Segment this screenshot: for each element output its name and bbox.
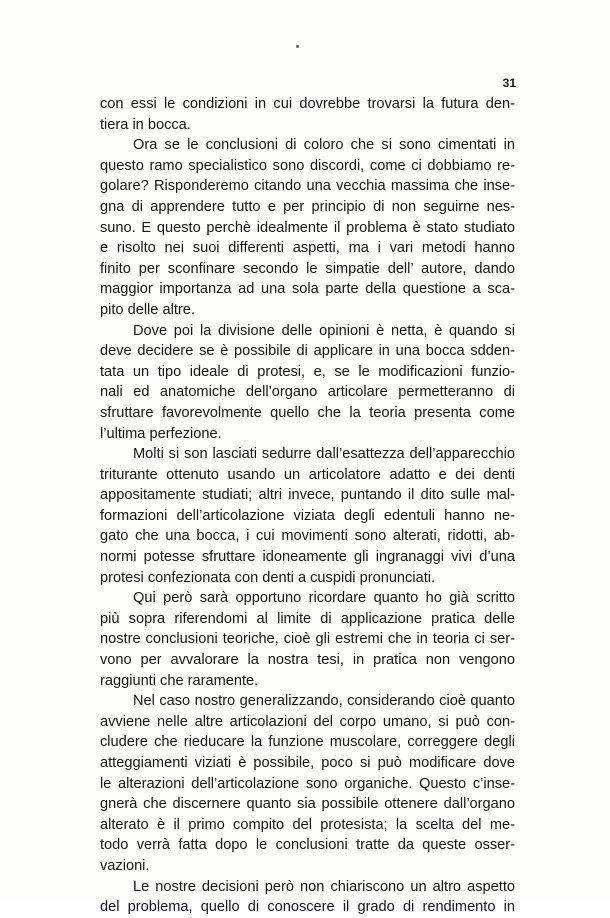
text-line: gna di apprendere tutto e per principio di non seguirne nes- xyxy=(100,198,515,215)
page-number: 31 xyxy=(502,76,516,90)
text-line: questo ramo specialistico sono discordi, come ci dobbiamo re- xyxy=(100,157,515,174)
text-line: Qui però sarà opportuno ricordare quanto ho già scritto xyxy=(133,590,515,607)
text-line: cludere che rieducare la funzione muscolare, correggere degli xyxy=(100,734,515,751)
text-line: Nel caso nostro generalizzando, considerando cioè quanto xyxy=(133,693,515,710)
text-line: protesi confezionata con denti a cuspidi pronunciati. xyxy=(100,569,436,586)
text-line: alterato è il primo compito del protesista; la scelta del me- xyxy=(100,816,515,833)
text-line: tiera in bocca. xyxy=(100,116,191,133)
text-line: nostre conclusioni teoriche, cioè gli estremi che in teoria ci ser- xyxy=(100,631,515,648)
text-line: triturante ottenuto usando un articolatore adatto e dei denti xyxy=(100,466,515,483)
text-line: l’ultima perfezione. xyxy=(100,425,222,442)
text-line: vono per avvalorare la nostra tesi, in pratica non vengono xyxy=(100,652,515,669)
text-line: Ora se le conclusioni di coloro che si sono cimentati in xyxy=(133,137,515,154)
text-line: e risolto nei suoi differenti aspetti, ma i vari metodi hanno xyxy=(100,240,515,257)
text-line: avviene nelle altre articolazioni del corpo umano, si può con- xyxy=(100,713,515,730)
text-line: con essi le condizioni in cui dovrebbe trovarsi la futura den- xyxy=(100,96,515,112)
text-line: Le nostre decisioni però non chiariscono un altro aspetto xyxy=(133,878,515,895)
text-line: finito per sconfinare secondo le simpatie dell’ autore, dando xyxy=(100,260,515,277)
text-line: raggiunti che raramente. xyxy=(100,672,259,689)
text-line: le alterazioni dell’articolazione sono organiche. Questo c’inse- xyxy=(100,775,515,792)
text-line: del problema, quello di conoscere il grado di rendimento in xyxy=(100,899,515,916)
text-line: sfruttare favorevolmente quello che la teoria presenta come xyxy=(100,404,515,421)
text-line: maggior importanza ad una sola parte della questione a sca- xyxy=(100,281,515,298)
text-line: pito delle altre. xyxy=(100,301,195,318)
text-line: formazioni dell’articolazione viziata degli edentuli hanno ne- xyxy=(100,507,515,524)
text-line: gnerà che discernere quanto sia possibile ottenere dall’organo xyxy=(100,796,515,813)
text-line: vazioni. xyxy=(100,857,150,874)
text-line: suno. E questo perchè idealmente il problema è stato studiato xyxy=(100,219,515,236)
text-line: Molti si son lasciati sedurre dall’esattezza dell’apparecchio xyxy=(133,446,515,463)
text-line: più sopra riferendomi al limite di applicazione pratica delle xyxy=(100,610,515,627)
text-line: todo verrà fatta dopo le conclusioni tratte da queste osser- xyxy=(100,837,515,854)
print-speck xyxy=(296,45,299,48)
body-text xyxy=(100,94,515,918)
text-line: atteggiamenti viziati è possibile, poco si può modificare dove xyxy=(100,755,515,771)
text-line: nali ed anatomiche dell’organo articolare permetteranno di xyxy=(100,384,515,401)
text-line: Dove poi la divisione delle opinioni è netta, è quando si xyxy=(133,322,515,339)
text-line: tata un tipo ideale di protesi, e, se le modificazioni funzio- xyxy=(100,363,515,380)
text-line: appositamente studiati; altri invece, puntando il dito sulle mal- xyxy=(100,487,515,504)
text-line: gato che una bocca, i cui movimenti sono alterati, ridotti, ab- xyxy=(100,528,515,545)
text-line: golare? Risponderemo citando una vecchia massima che inse- xyxy=(100,178,515,195)
text-line: deve decidere se è possibile di applicare in una bocca sdden- xyxy=(100,343,515,360)
text-line: normi potesse sfruttare idoneamente gli ingranaggi vivi d’una xyxy=(100,549,515,566)
